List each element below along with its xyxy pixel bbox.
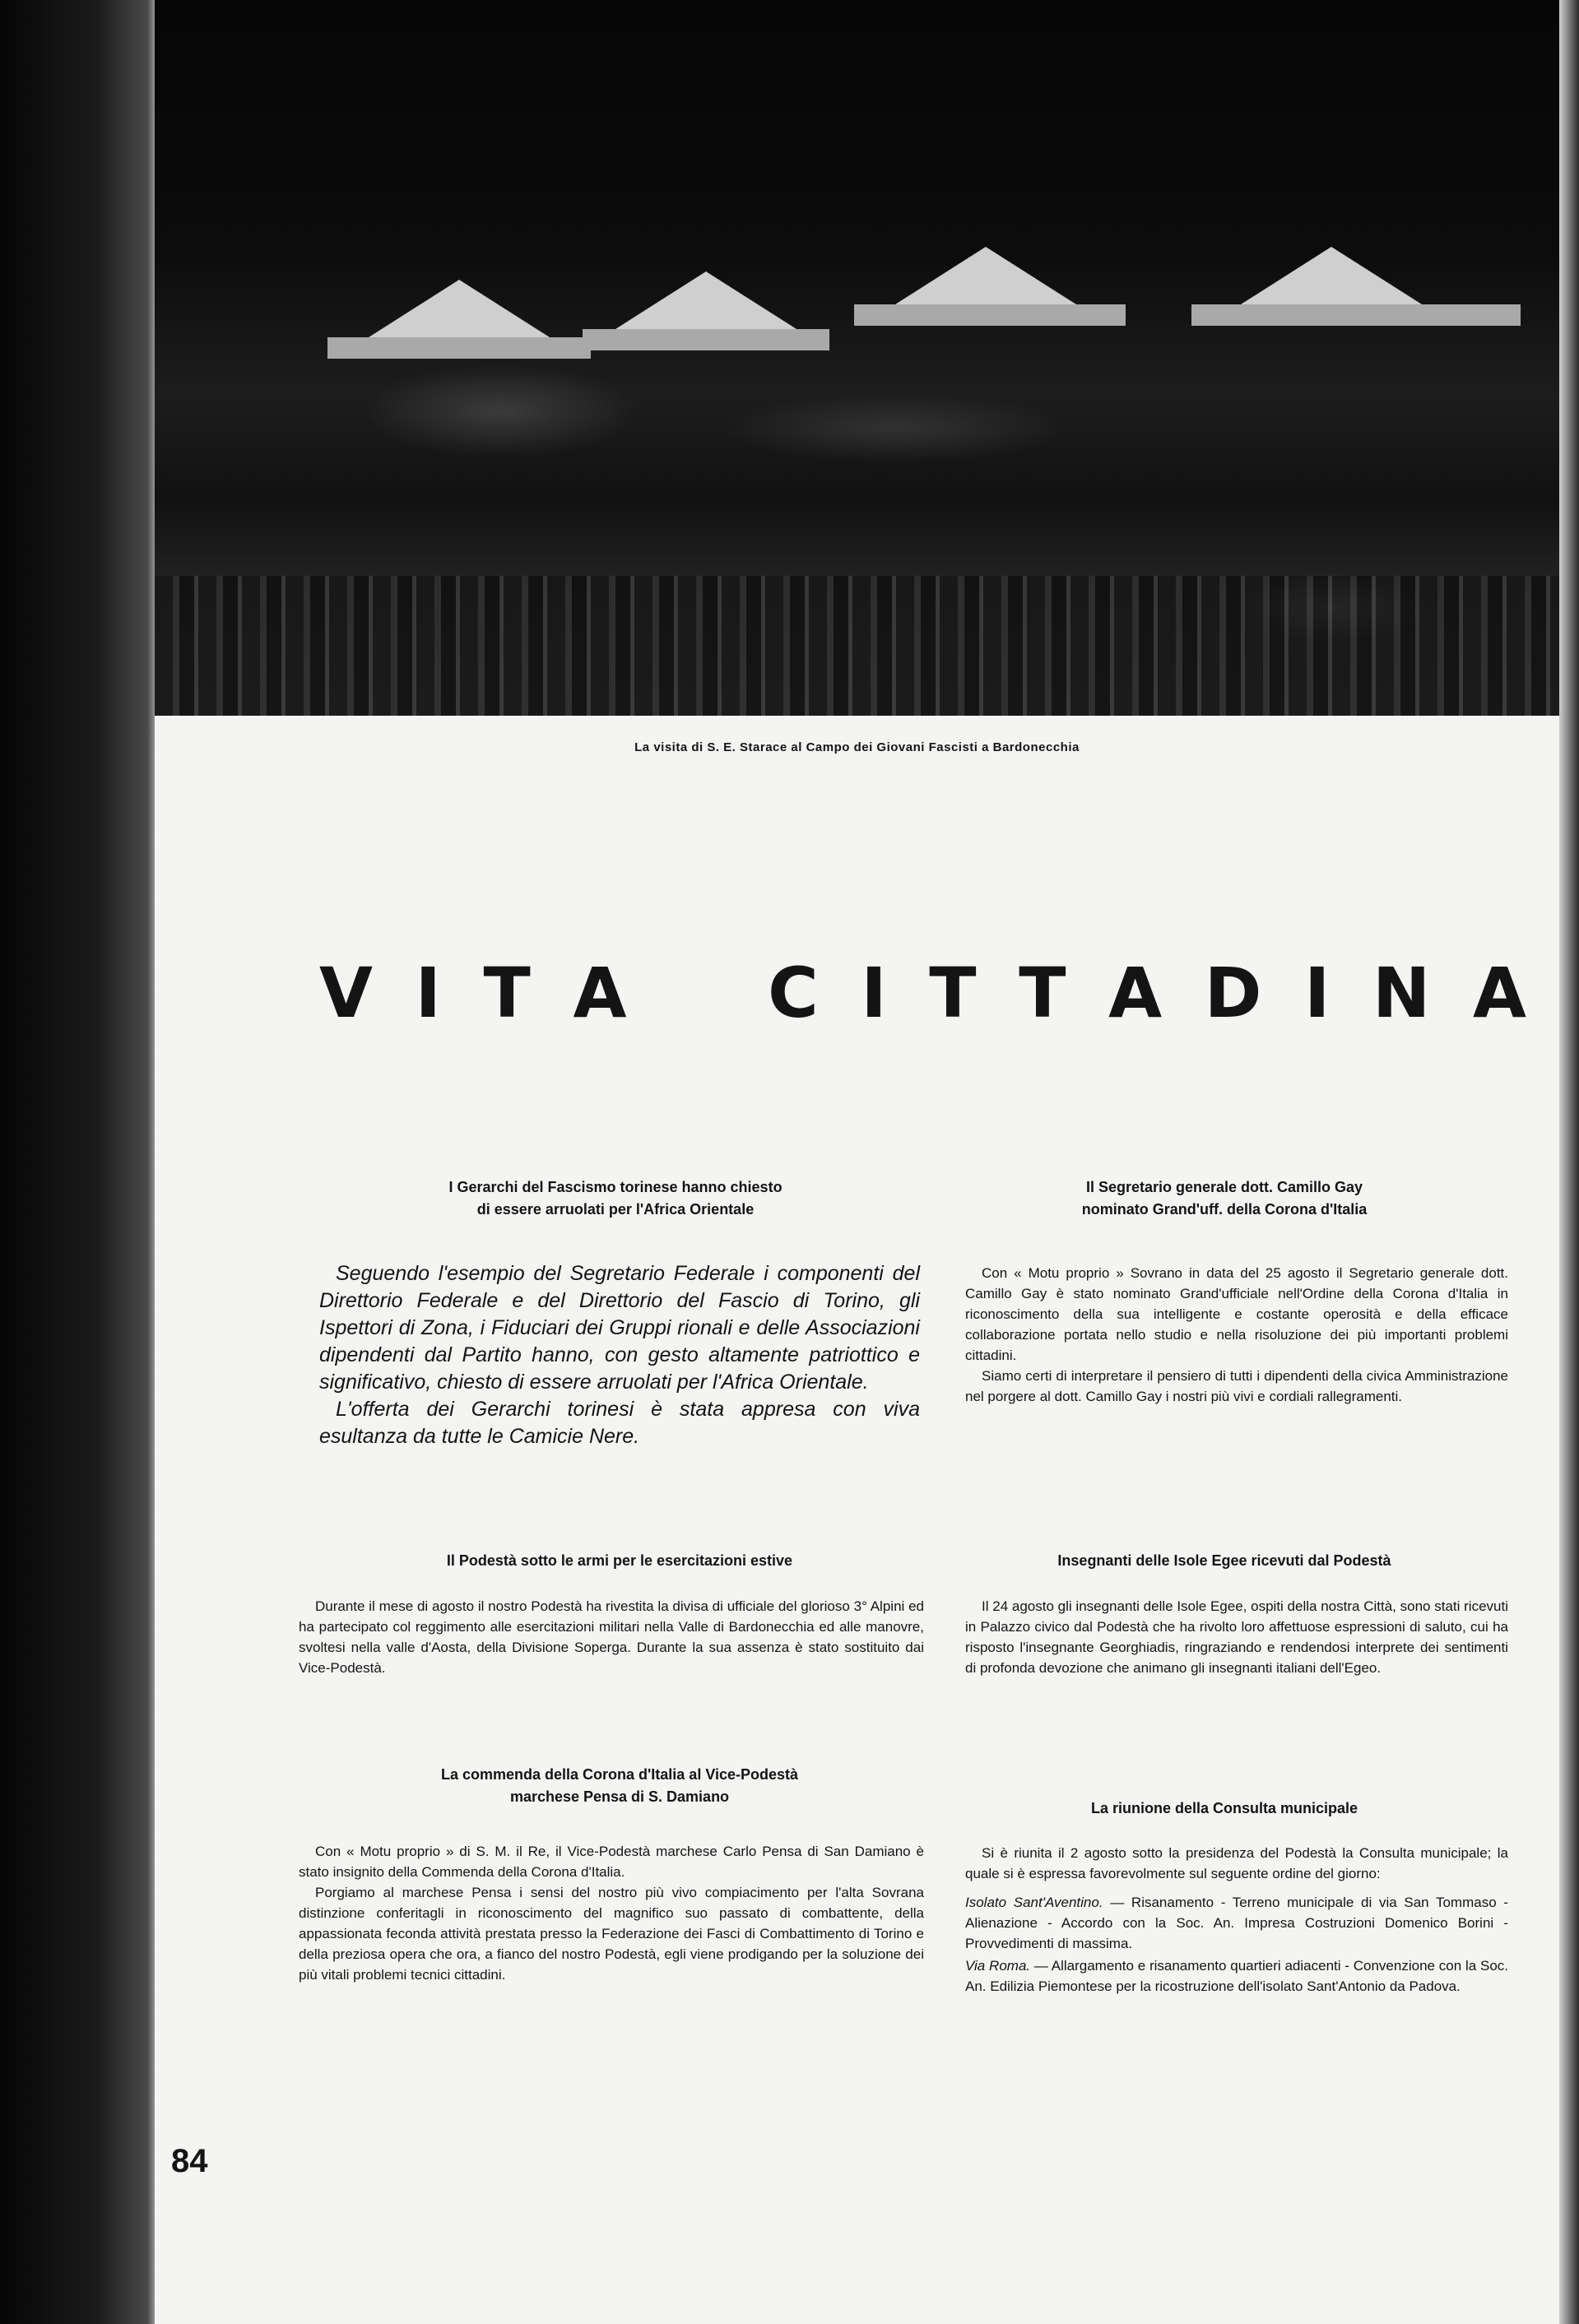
title-letter: T bbox=[1019, 953, 1066, 1033]
title-letter: A bbox=[1472, 953, 1526, 1033]
article-title bbox=[319, 1764, 920, 1808]
title-line: Il Segretario generale dott. Camillo Gay bbox=[1085, 1179, 1363, 1195]
tent-shape bbox=[615, 271, 796, 329]
title-letter: V bbox=[319, 953, 374, 1033]
page-number: 84 bbox=[171, 2143, 208, 2179]
agenda-label: Isolato Sant'Aventino. bbox=[965, 1895, 1103, 1910]
article-title: La riunione della Consulta municipale bbox=[1090, 1800, 1358, 1816]
title-letter: T bbox=[929, 953, 977, 1033]
paragraph: Con « Motu proprio » Sovrano in data del 25 agosto il Segretario generale dott. Camillo Gay è stato nominato Grand'ufficiale nell'Ordine della Corona d'Italia in riconoscimento della sua intelligente e costante operosità e della efficace collaborazione portata nello studio e nella risoluzione dei più importanti problemi cittadini. bbox=[965, 1265, 1508, 1363]
scan-margin-left bbox=[0, 0, 160, 2324]
agenda-text: — Risanamento - Terreno municipale di via San Tommaso - Alienazione - Accordo con la Soc. An. Impresa Costruzioni Domenico Borini - Provvedimenti di massima. bbox=[965, 1895, 1508, 1951]
article-title bbox=[945, 1176, 1504, 1221]
article-body bbox=[965, 1263, 1508, 1407]
title-line: nominato Grand'uff. della Corona d'Italia bbox=[1081, 1201, 1368, 1218]
paragraph: Seguendo l'esempio del Segretario Federale i componenti del Direttorio Federale e del Direttorio del Fascio di Torino, gli Ispettori di Zona, i Fiduciari dei Gruppi rionali e delle Associazioni dipendenti dal Partito hanno, con gesto altamente patriottico e significativo, chiesto di essere arruolati per l'Africa Orientale. bbox=[319, 1262, 920, 1394]
tent-shape bbox=[854, 304, 1126, 326]
crowd-silhouette bbox=[155, 576, 1559, 716]
title-letter: I bbox=[1304, 953, 1331, 1033]
article-title: Insegnanti delle Isole Egee ricevuti dal Podestà bbox=[1057, 1552, 1391, 1569]
title-letter: I bbox=[861, 953, 887, 1033]
article-title: Il Podestà sotto le armi per le esercitazioni estive bbox=[446, 1552, 793, 1569]
article-body bbox=[299, 1596, 924, 1678]
paragraph: Siamo certi di interpretare il pensiero di tutti i dipendenti della civica Amministrazione nel porgere al dott. Camillo Gay i nostri più vivi e cordiali rallegramenti. bbox=[965, 1368, 1508, 1404]
paragraph: Il 24 agosto gli insegnanti delle Isole Egee, ospiti della nostra Città, sono stati ricevuti in Palazzo civico dal Podestà che ha rivolto loro affettuose espressioni di saluto, cui ha risposto l'insegnante Georghiadis, ringraziando e rendendosi interprete dei sentimenti di profonda devozione che animano gli insegnanti italiani dell'Egeo. bbox=[965, 1598, 1508, 1676]
agenda-item bbox=[965, 1955, 1508, 1997]
agenda-text: — Allargamento e risanamento quartieri adiacenti - Convenzione con la Soc. An. Edilizia Piemontese per la ricostruzione dell'isolato Sant'Antonio da Padova. bbox=[965, 1958, 1508, 1994]
title-letter: T bbox=[483, 953, 531, 1033]
title-letter: I bbox=[415, 953, 441, 1033]
tent-shape bbox=[583, 329, 829, 350]
tent-shape bbox=[327, 337, 591, 359]
event-photo bbox=[155, 0, 1559, 716]
title-letter: N bbox=[1372, 953, 1431, 1033]
paragraph: Si è riunita il 2 agosto sotto la presidenza del Podestà la Consulta municipale; la quale si è espressa favorevolmente sul seguente ordine del giorno: bbox=[965, 1845, 1508, 1881]
page-title bbox=[155, 953, 1559, 1033]
magazine-page bbox=[155, 0, 1559, 2324]
paragraph: L'offerta dei Gerarchi torinesi è stata appresa con viva esultanza da tutte le Camicie Nere. bbox=[319, 1398, 920, 1448]
title-line: La commenda della Corona d'Italia al Vice-Podestà bbox=[440, 1766, 799, 1783]
title-line: di essere arruolati per l'Africa Orientale bbox=[476, 1201, 755, 1218]
title-letter: C bbox=[768, 953, 819, 1033]
tent-shape bbox=[1191, 304, 1521, 326]
photo-caption: La visita di S. E. Starace al Campo dei Giovani Fascisti a Bardonecchia bbox=[634, 740, 1080, 754]
title-line: I Gerarchi del Fascismo torinese hanno chiesto bbox=[448, 1179, 783, 1195]
article-body bbox=[965, 1596, 1508, 1678]
title-letter: D bbox=[1204, 953, 1262, 1033]
title-letter: A bbox=[573, 953, 627, 1033]
tent-shape bbox=[369, 280, 550, 337]
paragraph: Porgiamo al marchese Pensa i sensi del nostro più vivo compiacimento per l'alta Sovrana distinzione conferitagli in riconoscimento del magnifico suo passato di combattente, della appassionata feconda attività prestata presso la Federazione dei Fasci di Combattimento di Torino e della preziosa opera che ora, a fianco del nostro Podestà, egli viene prodigando per la soluzione dei più vitali problemi tecnici cittadini. bbox=[299, 1885, 924, 1983]
tent-shape bbox=[895, 247, 1076, 304]
scan-margin-right bbox=[1559, 0, 1579, 2324]
article-body bbox=[965, 1843, 1508, 1998]
agenda-label: Via Roma. bbox=[965, 1958, 1031, 1974]
paragraph: Con « Motu proprio » di S. M. il Re, il Vice-Podestà marchese Carlo Pensa di San Damiano è stato insignito della Commenda della Corona d'Italia. bbox=[299, 1844, 924, 1880]
article-body bbox=[319, 1260, 920, 1450]
tent-shape bbox=[1241, 247, 1422, 304]
article-body bbox=[299, 1841, 924, 1985]
title-line: marchese Pensa di S. Damiano bbox=[509, 1788, 730, 1805]
article-title bbox=[319, 1176, 912, 1221]
title-letter: A bbox=[1108, 953, 1163, 1033]
paragraph: Durante il mese di agosto il nostro Podestà ha rivestita la divisa di ufficiale del glorioso 3° Alpini ed ha partecipato col reggimento alle esercitazioni militari nella Valle di Bardonecchia ed alle manovre, svoltesi nella valle d'Aosta, della Divisione Soperga. Durante la sua assenza è stato sostituito dai Vice-Podestà. bbox=[299, 1598, 924, 1676]
agenda-item bbox=[965, 1892, 1508, 1954]
